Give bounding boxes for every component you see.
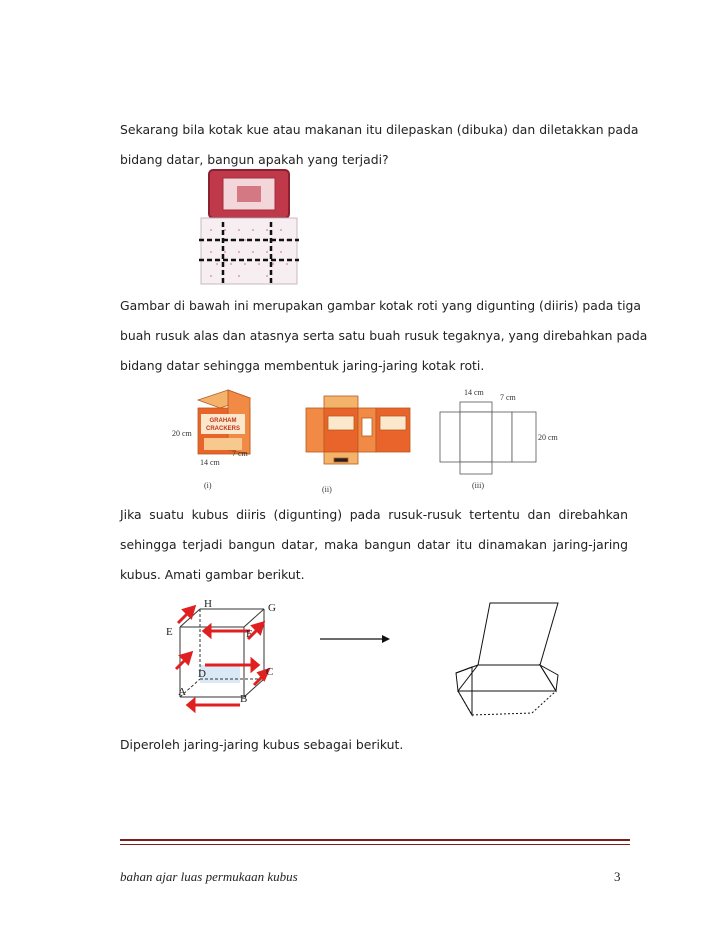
cube-diagram [180, 609, 264, 697]
caption-ii: (ii) [322, 485, 332, 494]
paragraph-intro [120, 115, 639, 175]
text-line: Jika suatu kubus diiris (digunting) pada rusuk-rusuk tertentu dan direbahkan [120, 507, 628, 522]
footer-rule-thin [120, 844, 630, 845]
cracker-box-3d [198, 390, 250, 454]
vertex-label-a: A [178, 686, 186, 698]
cracker-box-net-outline [440, 402, 536, 474]
text-line: Sekarang bila kotak kue atau makanan itu dilepaskan (dibuka) dan diletakkan pada [120, 122, 639, 137]
text-line: bidang datar, bangun apakah yang terjadi? [120, 152, 389, 167]
text-line: buah rusuk alas dan atasnya serta satu buah rusuk tegaknya, yang direbahkan pada [120, 328, 648, 343]
vertex-label-d: D [198, 668, 206, 680]
cube-vertex-labels [166, 598, 276, 705]
cracker-box-net-printed [306, 396, 410, 464]
paragraph-result [120, 730, 628, 760]
cake-box-photo [195, 168, 303, 286]
footer-title: bahan ajar luas permukaan kubus [120, 869, 298, 884]
transform-arrow [320, 635, 390, 643]
vertex-label-c: C [266, 666, 274, 678]
vertex-label-e: E [166, 626, 173, 638]
box-brand-text: GRAHAM [209, 418, 237, 424]
vertex-label-f: F [246, 628, 253, 640]
text-line: bidang datar sehingga membentuk jaring-jaring kotak roti. [120, 358, 485, 373]
net-depth-label: 7 cm [500, 393, 516, 402]
paragraph-cracker-box [120, 291, 648, 381]
cube-unfolding-figure [160, 595, 590, 725]
dim-depth-label: 7 cm [232, 449, 248, 458]
dim-width-label: 14 cm [200, 458, 220, 467]
vertex-label-b: B [240, 693, 248, 705]
paragraph-cube-net [120, 500, 628, 590]
text-line: sehingga terjadi bangun datar, maka bangun datar itu dinamakan jaring-jaring [120, 537, 628, 552]
vertex-label-h: H [204, 598, 212, 610]
cracker-box-figure [170, 378, 580, 500]
cake-box-label-center [237, 186, 261, 202]
footer-rule [120, 839, 630, 841]
caption-iii: (iii) [472, 481, 484, 490]
text-line: Gambar di bawah ini merupakan gambar kotak roti yang digunting (diiris) pada tiga [120, 298, 642, 313]
caption-i: (i) [204, 481, 212, 490]
text-line: kubus. Amati gambar berikut. [120, 567, 305, 582]
svg-text:CRACKERS: CRACKERS [205, 426, 241, 432]
dim-height-label: 20 cm [172, 429, 192, 438]
page-number: 3 [614, 869, 621, 884]
vertex-label-g: G [268, 602, 276, 614]
cut-arrows [176, 607, 268, 710]
opened-cube [456, 603, 558, 715]
net-width-label: 14 cm [464, 388, 484, 397]
net-height-label: 20 cm [538, 433, 558, 442]
cake-box-base [201, 218, 297, 284]
text-line: Diperoleh jaring-jaring kubus sebagai berikut. [120, 737, 404, 752]
